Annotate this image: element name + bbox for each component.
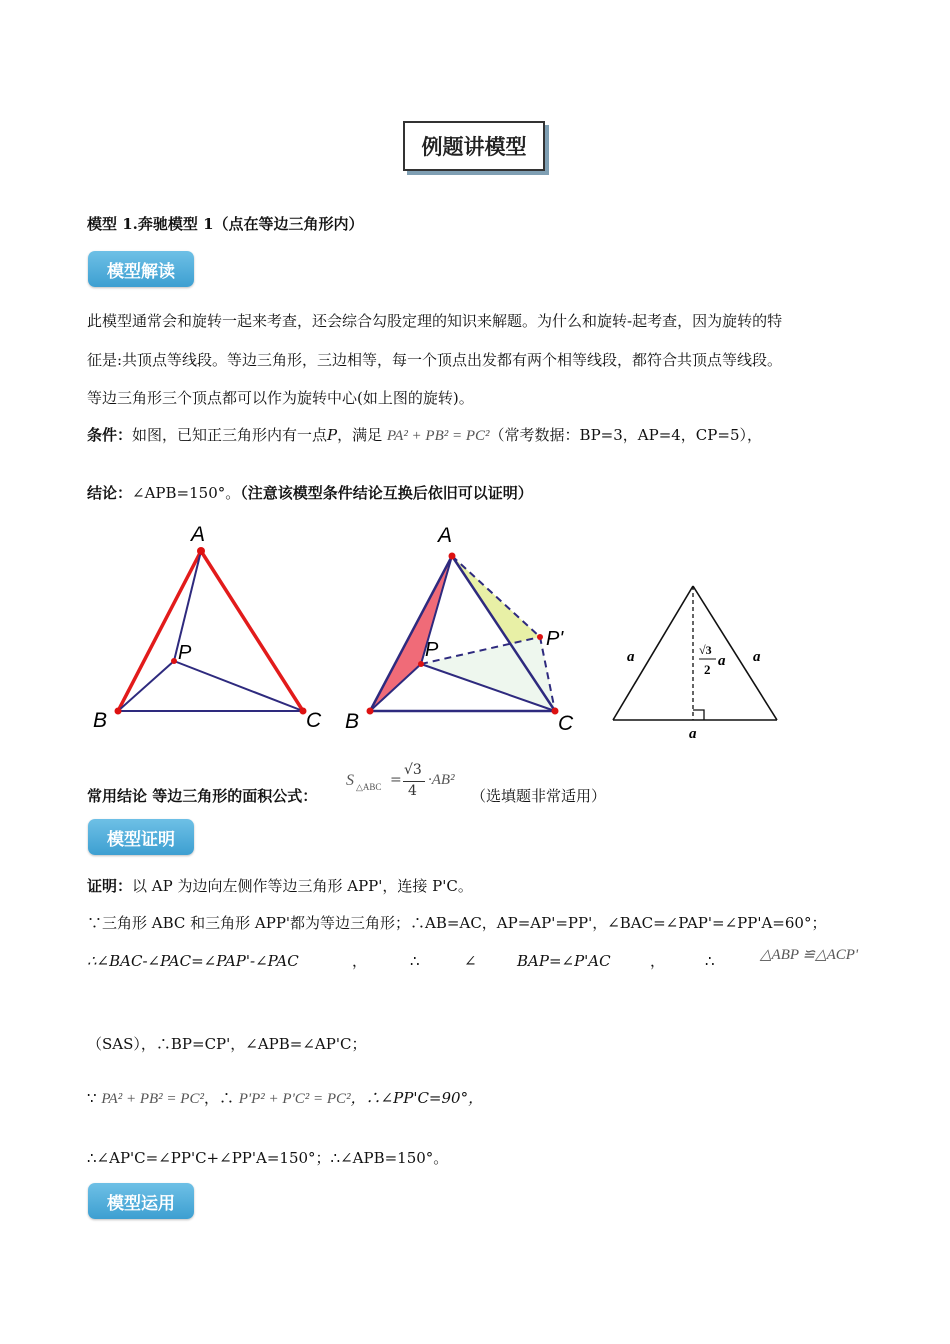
proof-l3-f: ， bbox=[650, 952, 666, 970]
proof-l3-b: ， bbox=[352, 952, 368, 970]
figure-2 bbox=[335, 518, 595, 740]
model-read-label: 模型解读 bbox=[107, 261, 175, 282]
banner-text: 例题讲模型 bbox=[421, 135, 527, 159]
proof-line-1 bbox=[87, 876, 473, 896]
fig1-edge-ab bbox=[118, 551, 201, 711]
condition-line bbox=[87, 425, 762, 446]
intro-line-3: 等边三角形三个顶点都可以作为旋转中心(如上图的旋转)。 bbox=[87, 389, 474, 407]
intro-line-2: 征是:共顶点等线段。等边三角形，三边相等，每一个顶点出发都有两个相等线段，都符合共顶点等线段。 bbox=[87, 351, 783, 369]
fig3-label-left: a bbox=[627, 649, 635, 665]
conclusion-note: （注意该模型条件结论互换后依旧可以证明） bbox=[240, 484, 533, 502]
proof-l3-d: ∠ bbox=[464, 952, 477, 970]
proof-l3-e: BAP=∠P'AC bbox=[517, 952, 611, 970]
fig1-label-b: B bbox=[93, 709, 108, 732]
area-formula-den: 4 bbox=[408, 783, 417, 799]
fig1-label-a: A bbox=[191, 523, 206, 546]
fig3-label-right: a bbox=[753, 649, 761, 665]
fig1-point-p bbox=[171, 658, 177, 664]
fig3-height-var: a bbox=[718, 653, 726, 669]
fig3-height-den: 2 bbox=[704, 662, 711, 677]
fig1-point-b bbox=[115, 708, 122, 715]
fig2-label-b: B bbox=[345, 710, 360, 733]
proof-l5-f1: PA² + PB² = PC² bbox=[101, 1091, 204, 1107]
section-banner bbox=[403, 121, 545, 171]
proof-l3-h: △ABP ≌△ACP' bbox=[760, 947, 859, 963]
intro-line-1: 此模型通常会和旋转一起来考查，还会综合勾股定理的知识来解题。为什么和旋转-起考查，因为旋转的特 bbox=[87, 312, 783, 330]
condition-point: P bbox=[327, 426, 338, 444]
fig1-label-p: P bbox=[178, 642, 192, 664]
common-note: （选填题非常适用） bbox=[471, 787, 607, 805]
figure-3 bbox=[605, 578, 790, 743]
area-formula-sub: △ABC bbox=[356, 782, 382, 792]
area-formula-num: √3 bbox=[404, 762, 422, 778]
fig3-label-base: a bbox=[689, 726, 697, 742]
fig2-point-b bbox=[367, 708, 374, 715]
model-apply-pill bbox=[88, 1183, 194, 1219]
fig3-edge-left bbox=[613, 586, 693, 720]
fig2-point-a bbox=[449, 553, 456, 560]
conclusion-text: ∠APB=150°。 bbox=[132, 484, 241, 502]
fig3-right-angle bbox=[693, 710, 704, 720]
condition-label: 条件： bbox=[87, 426, 133, 444]
proof-l3-c: ∴ bbox=[410, 952, 420, 970]
proof-l5-b: ，∴ bbox=[203, 1089, 234, 1107]
conclusion-label: 结论： bbox=[87, 484, 133, 502]
fig2-label-p-prime: P' bbox=[546, 628, 564, 650]
fig2-label-c: C bbox=[558, 712, 574, 735]
model-read-pill bbox=[88, 251, 194, 287]
proof-line-1-text: 以 AP 为边向左侧作等边三角形 APP'，连接 P'C。 bbox=[132, 877, 473, 895]
proof-line-4: （SAS），∴BP=CP'，∠APB=∠AP'C； bbox=[87, 1035, 367, 1053]
fig1-edge-ac bbox=[201, 551, 303, 711]
fig3-height-num: √3 bbox=[699, 643, 712, 657]
condition-formula: PA² + PB² = PC² bbox=[386, 428, 490, 444]
area-formula bbox=[346, 762, 466, 802]
model-proof-pill bbox=[88, 819, 194, 855]
proof-line-2: ∵三角形 ABC 和三角形 APP'都为等边三角形；∴AB=AC，AP=AP'=PP'，∠BAC=∠PAP'=∠PP'A=60°； bbox=[87, 914, 827, 932]
fig2-point-p-prime bbox=[537, 634, 543, 640]
model-proof-label: 模型证明 bbox=[107, 829, 175, 850]
proof-l3-g: ∴ bbox=[705, 952, 715, 970]
section-title: 模型 1.奔驰模型 1（点在等边三角形内） bbox=[87, 215, 364, 233]
common-label: 常用结论 等边三角形的面积公式： bbox=[87, 787, 318, 805]
condition-data: （常考数据：BP=3，AP=4，CP=5）， bbox=[489, 426, 762, 444]
fig2-label-a: A bbox=[438, 524, 453, 547]
fig2-edge-ab bbox=[370, 556, 452, 711]
area-formula-equals: = bbox=[390, 772, 402, 788]
fig2-shade-ppc bbox=[421, 637, 555, 711]
proof-l5-f2: P'P² + P'C² = PC² bbox=[238, 1091, 351, 1107]
fig2-point-p bbox=[418, 661, 424, 667]
figure-1 bbox=[85, 518, 335, 738]
area-formula-rhs: ·AB² bbox=[428, 772, 455, 788]
proof-l3-a: ∴∠BAC-∠PAC=∠PAP'-∠PAC bbox=[87, 952, 299, 970]
fig2-label-p: P bbox=[425, 639, 439, 661]
conclusion-line bbox=[87, 483, 533, 503]
proof-l5-c: ，∴∠PP'C=90°， bbox=[350, 1089, 484, 1107]
fig1-seg-pb bbox=[118, 661, 174, 711]
condition-text-a: 如图，已知正三角形内有一点 bbox=[132, 426, 328, 444]
condition-text-b: ，满足 bbox=[337, 426, 383, 444]
area-formula-s: S bbox=[346, 772, 354, 789]
area-formula-bar bbox=[403, 781, 425, 782]
fig1-point-a bbox=[197, 547, 205, 555]
model-apply-label: 模型运用 bbox=[107, 1193, 175, 1214]
proof-l5-a: ∵ bbox=[87, 1089, 97, 1107]
proof-label: 证明： bbox=[87, 877, 133, 895]
fig1-label-c: C bbox=[306, 709, 322, 732]
proof-line-5 bbox=[87, 1088, 483, 1109]
proof-line-6: ∴∠AP'C=∠PP'C+∠PP'A=150°；∴∠APB=150°。 bbox=[87, 1149, 449, 1167]
fig1-seg-pc bbox=[174, 661, 303, 711]
